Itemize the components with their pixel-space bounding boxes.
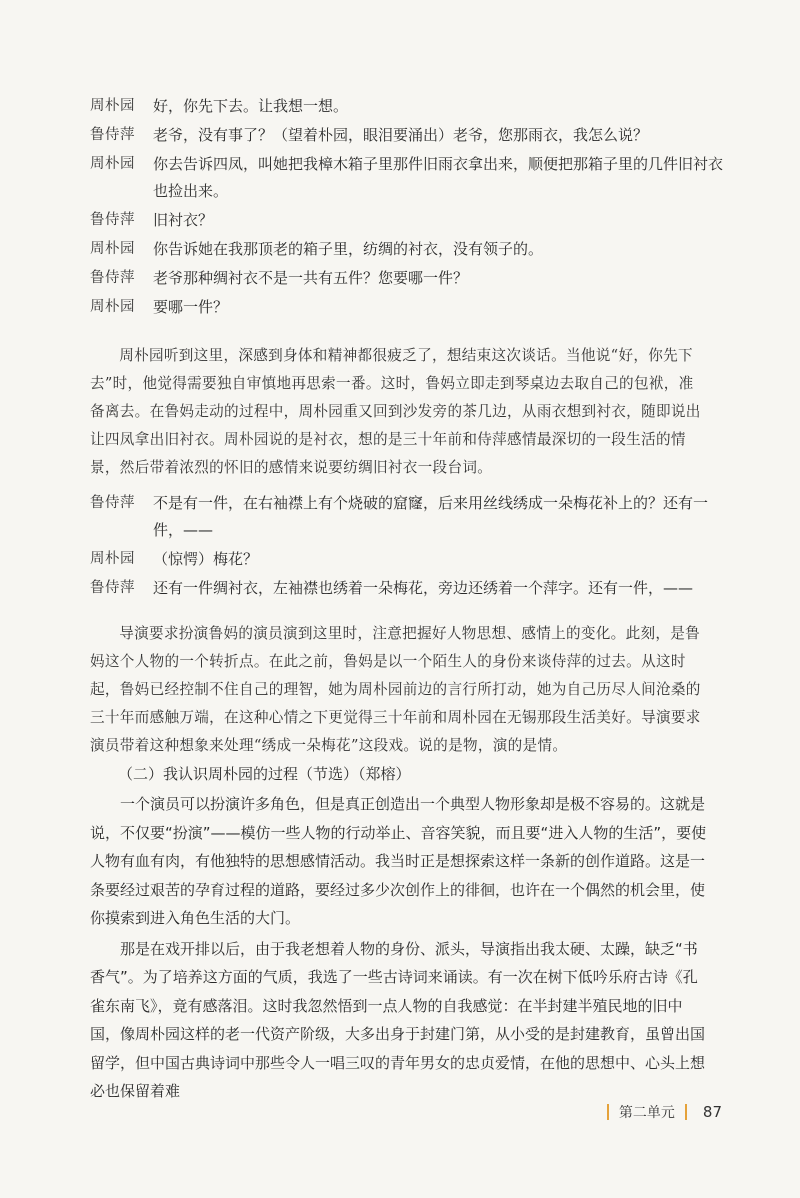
dialogue-line xyxy=(90,93,730,120)
director-commentary-1: 周朴园听到这里，深感到身体和精神都很疲乏了，想结束这次谈话。当他说“好，你先下去”时，他觉得需要独自审慎地再思索一番。这时，鲁妈立即走到琴桌边去取自己的包袱，准备离去。在鲁妈走动的过程中，周朴园重又回到沙发旁的茶几边，从雨衣想到衬衣，随即说出让四凤拿出旧衬衣。周朴园说的是衬衣，想的是三十年前和侍萍感情最深切的一段生活的情景，然后带着浓烈的怀旧的感情来说要纺绸旧衬衣一段台词。 xyxy=(90,347,701,476)
speaker-name: 鲁侍萍 xyxy=(90,495,135,511)
essay-body xyxy=(90,790,710,1108)
speech-text: 不是有一件，在右袖襟上有个烧破的窟窿，后来用丝线绣成一朵梅花补上的？还有一件，—— xyxy=(153,494,709,539)
speaker-name: 鲁侍萍 xyxy=(90,212,135,228)
footer-divider xyxy=(685,1104,687,1120)
essay-paragraph: 一个演员可以扮演许多角色，但是真正创造出一个典型人物形象却是极不容易的。这就是说，不仅要“扮演”——模仿一些人物的行动举止、音容笑貌，而且要“进入人物的生活”，要使人物有血有肉，有他独特的思想感情活动。我当时正是想探索这样一条新的创作道路。这是一条要经过艰苦的孕育过程的道路，要经过多少次创作上的徘徊，也许在一个偶然的机会里，使你摸索到进入角色生活的大门。 xyxy=(90,795,707,927)
speech-text: 要哪一件？ xyxy=(153,298,229,316)
essay-paragraph: 那是在戏开排以后，由于我老想着人物的身份、派头，导演指出我太硬、太躁，缺乏“书香气”。为了培养这方面的气质，我选了一些古诗词来诵读。有一次在树下低吟乐府古诗《孔雀东南飞》，竟有感落泪。这时我忽然悟到一点人物的自我感觉：在半封建半殖民地的旧中国，像周朴园这样的老一代资产阶级，大多出身于封建门第，从小受的是封建教育，虽曾出国留学，但中国古典诗词中那些令人一唱三叹的青年男女的忠贞爱情，在他的思想中、心头上想必也保留着难 xyxy=(90,939,706,1100)
page-number: 87 xyxy=(702,1103,722,1121)
page-footer xyxy=(607,1102,722,1122)
speaker-name: 周朴园 xyxy=(90,156,135,172)
dialogue-line xyxy=(90,207,730,234)
dialogue-line xyxy=(90,122,730,149)
speaker-name: 鲁侍萍 xyxy=(90,127,135,143)
dialogue-line xyxy=(90,236,730,263)
dialogue-line xyxy=(90,575,730,602)
dialogue-line xyxy=(90,490,730,544)
dialogue-line xyxy=(90,294,730,321)
dialogue-line xyxy=(90,546,730,573)
section-title: （二）我认识周朴园的过程（节选）（郑榕） xyxy=(118,765,411,783)
speaker-name: 周朴园 xyxy=(90,551,135,567)
dialogue-line xyxy=(90,151,730,205)
speech-text: 老爷那种绸衬衣不是一共有五件？您要哪一件？ xyxy=(153,269,469,287)
speaker-name: 鲁侍萍 xyxy=(90,270,135,286)
speech-text: 你去告诉四凤，叫她把我樟木箱子里那件旧雨衣拿出来，顺便把那箱子里的几件旧衬衣也捡出来。 xyxy=(153,155,724,200)
speaker-name: 鲁侍萍 xyxy=(90,580,135,596)
unit-label: 第二单元 xyxy=(618,1105,675,1121)
speech-text: 好，你先下去。让我想一想。 xyxy=(153,97,349,115)
speech-text: 还有一件绸衬衣，左袖襟也绣着一朵梅花，旁边还绣着一个萍字。还有一件，—— xyxy=(153,579,694,597)
dialogue-block-2 xyxy=(90,490,730,604)
speech-text: 你告诉她在我那顶老的箱子里，纺绸的衬衣，没有领子的。 xyxy=(153,240,544,258)
dialogue-block-1 xyxy=(90,93,730,323)
speech-text: 旧衬衣？ xyxy=(153,211,214,229)
speaker-name: 周朴园 xyxy=(90,299,135,315)
speech-text: （惊愕）梅花？ xyxy=(153,550,259,568)
footer-divider xyxy=(607,1104,609,1120)
speech-text: 老爷，没有事了？（望着朴园，眼泪要涌出）老爷，您那雨衣，我怎么说？ xyxy=(153,126,649,144)
speaker-name: 周朴园 xyxy=(90,98,135,114)
director-commentary-2: 导演要求扮演鲁妈的演员演到这里时，注意把握好人物思想、感情上的变化。此刻，是鲁妈这个人物的一个转折点。在此之前，鲁妈是以一个陌生人的身份来谈侍萍的过去。从这时起，鲁妈已经控制不住自己的理智，她为周朴园前边的言行所打动，她为自己历尽人间沧桑的三十年而感触万端，在这种心情之下更觉得三十年前和周朴园在无锡那段生活美好。导演要求演员带着这种想象来处理“绣成一朵梅花”这段戏。说的是物，演的是情。 xyxy=(90,625,701,754)
dialogue-line xyxy=(90,265,730,292)
speaker-name: 周朴园 xyxy=(90,241,135,257)
